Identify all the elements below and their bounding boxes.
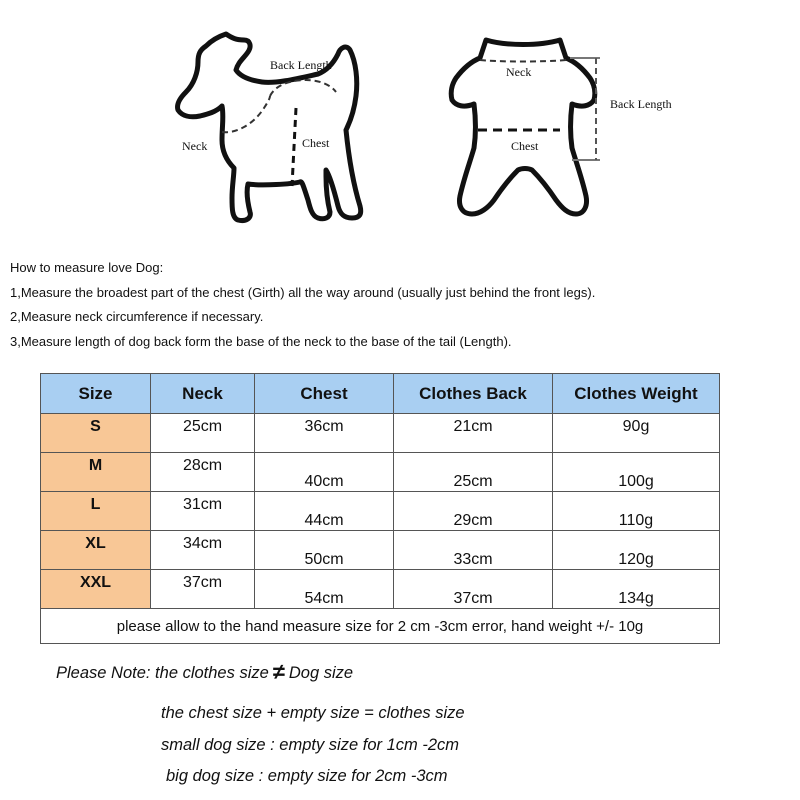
note-line-4: big dog size : empty size for 2cm -3cm [166,767,448,785]
dog-back-length-label: Back Length [270,58,332,72]
header-size: Size [41,374,151,414]
measurement-diagrams [0,0,800,240]
clothes-weight-cell: 120g [553,531,720,570]
table-footnote-row [41,609,720,644]
instructions-heading: How to measure love Dog: [10,260,164,275]
table-footnote: please allow to the hand measure size for 2 cm -3cm error, hand weight +/- 10g [41,609,720,644]
garment-neck-dash [480,60,566,62]
size-cell: M [41,453,151,492]
chest-cell: 44cm [255,492,394,531]
header-clothes-weight: Clothes Weight [553,374,720,414]
neck-cell: 25cm [151,414,255,453]
size-cell: L [41,492,151,531]
header-neck: Neck [151,374,255,414]
clothes-back-cell: 33cm [394,531,553,570]
chest-cell: 40cm [255,453,394,492]
instruction-step-1: 1,Measure the broadest part of the chest (Girth) all the way around (usually just behind the front legs). [10,284,596,300]
chest-cell: 54cm [255,570,394,609]
neck-dash [222,96,270,132]
garment-neck-label: Neck [506,65,532,79]
table-row [41,414,720,453]
note-prefix: Please Note: the clothes size [56,664,269,682]
clothes-back-cell: 25cm [394,453,553,492]
garment-back-length-label: Back Length [610,97,672,111]
table-row [41,570,720,609]
note-line-1 [56,658,353,684]
instruction-step-2: 2,Measure neck circumference if necessary. [10,309,264,324]
header-chest: Chest [255,374,394,414]
size-chart-table [40,373,720,644]
dog-diagram-svg [0,0,800,240]
size-cell: S [41,414,151,453]
clothes-back-cell: 21cm [394,414,553,453]
measure-instructions [10,256,790,354]
clothes-back-cell: 37cm [394,570,553,609]
table-header-row [41,374,720,414]
size-cell: XXL [41,570,151,609]
dog-chest-label: Chest [302,136,330,150]
size-cell: XL [41,531,151,570]
clothes-weight-cell: 110g [553,492,720,531]
clothes-weight-cell: 90g [553,414,720,453]
note-suffix: Dog size [288,664,354,682]
table-row [41,531,720,570]
garment-chest-label: Chest [511,139,539,153]
table-row [41,492,720,531]
header-clothes-back: Clothes Back [394,374,553,414]
chest-cell: 50cm [255,531,394,570]
instruction-step-3: 3,Measure length of dog back form the base of the neck to the base of the tail (Length). [10,333,512,349]
clothes-back-cell: 29cm [394,492,553,531]
dog-neck-label: Neck [182,139,208,153]
table-row [41,453,720,492]
neck-cell: 34cm [151,531,255,570]
neck-cell: 31cm [151,492,255,531]
clothes-weight-cell: 134g [553,570,720,609]
note-line-3: small dog size : empty size for 1cm -2cm [161,736,459,754]
chest-cell: 36cm [255,414,394,453]
note-line-2: the chest size + empty size = clothes size [161,704,465,722]
neck-cell: 37cm [151,570,255,609]
chest-dash [292,108,296,186]
neck-cell: 28cm [151,453,255,492]
clothes-weight-cell: 100g [553,453,720,492]
not-equal-icon: ≠ [272,659,285,684]
